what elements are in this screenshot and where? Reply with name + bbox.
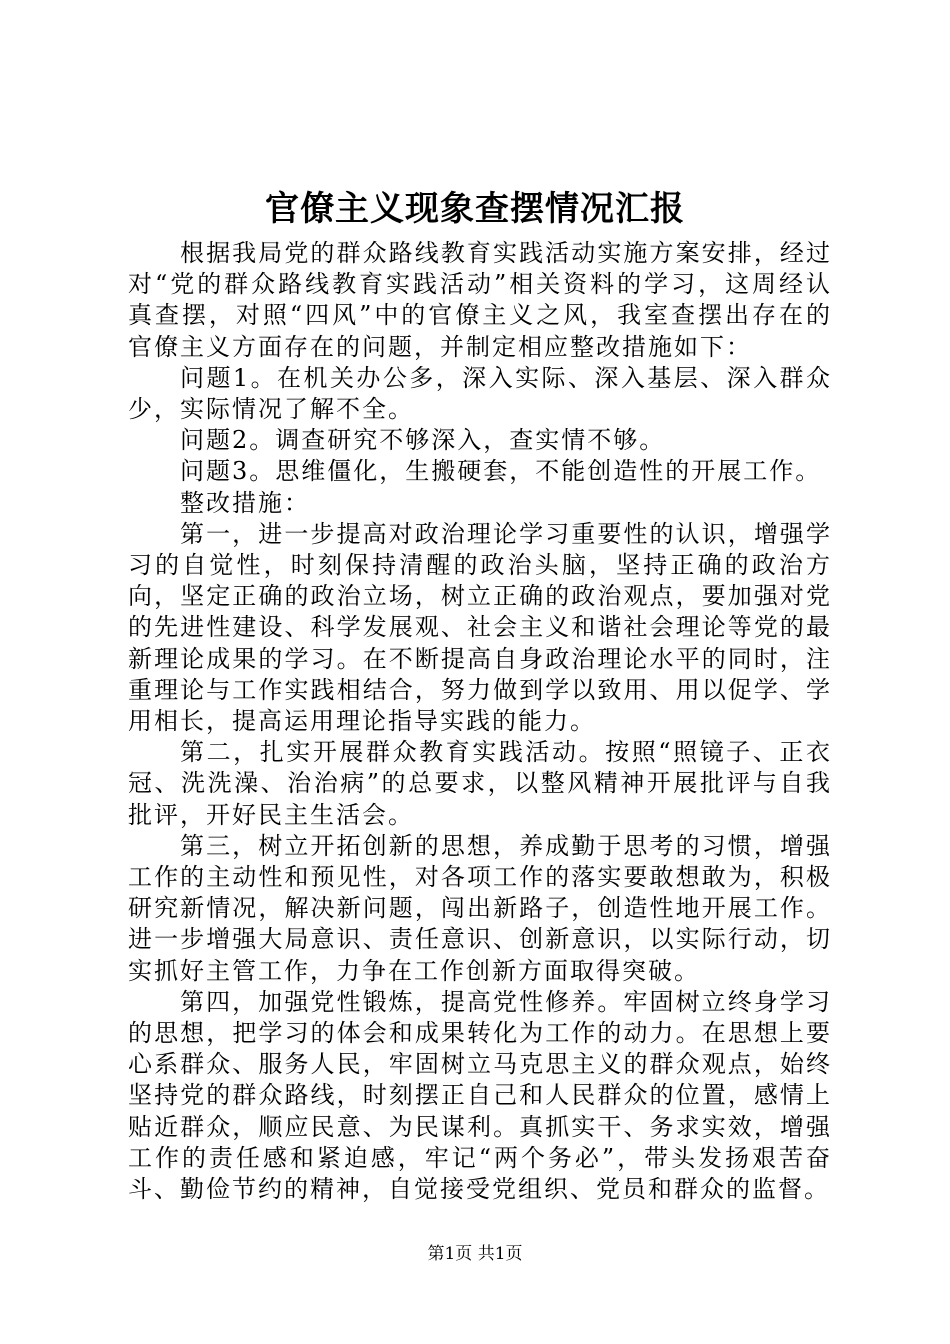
measure-1-paragraph: 第一，进一步提高对政治理论学习重要性的认识，增强学习的自觉性，时刻保持清醒的政治头脑，坚持正确的政治方向，坚定正确的政治立场，树立正确的政治观点，要加强对党的先进性建设、科学发展观、社会主义和谐社会理论等党的最新理论成果的学习。在不断提高自身政治理论水平的同时，注重理论与工作实践相结合，努力做到学以致用、用以促学、学用相长，提高运用理论指导实践的能力。 (128, 519, 832, 736)
page-footer: 第1页 共1页 (427, 1244, 523, 1264)
document-title: 官僚主义现象查摆情况汇报 (265, 189, 685, 229)
problem-2-paragraph: 问题2。调查研究不够深入，查实情不够。 (180, 426, 666, 455)
measures-heading: 整改措施： (180, 488, 310, 517)
measure-3-paragraph: 第三，树立开拓创新的思想，养成勤于思考的习惯，增强工作的主动性和预见性，对各项工作的落实要敢想敢为，积极研究新情况，解决新问题，闯出新路子，创造性地开展工作。进一步增强大局意识、责任意识、创新意识，以实际行动，切实抓好主管工作，力争在工作创新方面取得突破。 (128, 831, 832, 985)
measure-2-paragraph: 第二，扎实开展群众教育实践活动。按照“照镜子、正衣冠、洗洗澡、治治病”的总要求，以整风精神开展批评与自我批评，开好民主生活会。 (128, 738, 832, 829)
intro-paragraph: 根据我局党的群众路线教育实践活动实施方案安排，经过对“党的群众路线教育实践活动”相关资料的学习，这周经认真查摆，对照“四风”中的官僚主义之风，我室查摆出存在的官僚主义方面存在的问题，并制定相应整改措施如下： (128, 239, 832, 361)
problem-1-paragraph: 问题1。在机关办公多，深入实际、深入基层、深入群众少，实际情况了解不全。 (128, 363, 832, 424)
document-body (128, 238, 832, 1205)
problem-3-paragraph: 问题3。思维僵化，生搬硬套，不能创造性的开展工作。 (180, 457, 822, 486)
measure-4-paragraph: 第四，加强党性锻炼，提高党性修养。牢固树立终身学习的思想，把学习的体会和成果转化为工作的动力。在思想上要心系群众、服务人民，牢固树立马克思主义的群众观点，始终坚持党的群众路线，时刻摆正自己和人民群众的位置，感情上贴近群众，顺应民意、为民谋利。真抓实干、务求实效，增强工作的责任感和紧迫感，牢记“两个务必”，带头发扬艰苦奋斗、勤俭节约的精神，自觉接受党组织、党员和群众的监督。 (128, 987, 832, 1204)
